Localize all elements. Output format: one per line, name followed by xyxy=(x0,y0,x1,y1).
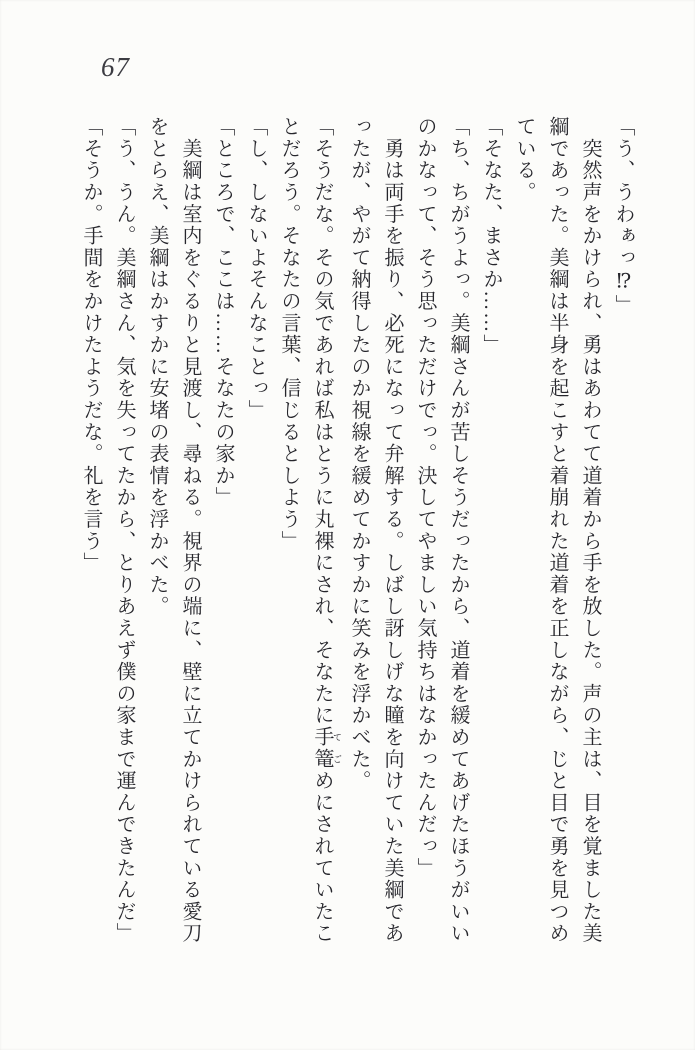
text-column: 「し、しないよそんなことっ」 xyxy=(245,116,267,422)
text-column: のかなって、そう思っただけでっ。決してやましい気持ちはなかったんだっ」 xyxy=(414,116,436,879)
text-column: 「そうか。手間をかけたようだな。礼を言う」 xyxy=(80,116,102,574)
text-column: 「う、うわぁっ⁉」 xyxy=(612,116,634,317)
text-column: とだろう。そなたの言葉、信じるとしよう」 xyxy=(278,116,300,552)
text-column: ったが、やがて納得したのか視線を緩めてかすかに笑みを浮かべた。 xyxy=(348,116,370,792)
text-column: 美綱は室内をぐるりと見渡し、尋ねる。視界の端に、壁に立てかけられている愛刀 xyxy=(179,116,201,945)
text-column: 「そうだな。その気であれば私はとうに丸裸にされ、そなたに手 て篭 ごめにされていたこ xyxy=(311,116,342,945)
text-column: 「う、うん。美綱さん、気を失ってたから、とりあえず僕の家まで運んできたんだ」 xyxy=(113,116,135,945)
text-column: 突然声をかけられ、勇はあわてて道着から手を放した。声の主は、目を覚ました美 xyxy=(579,116,601,945)
text-column: 勇は両手を振り、必死になって弁解する。しばし訝しげな瞳を向けていた美綱であ xyxy=(381,116,403,945)
furigana-ruby: 篭 ご xyxy=(311,748,342,771)
text-column: 「そなた、まさか……」 xyxy=(480,116,502,356)
page-number: 67 xyxy=(101,52,130,82)
furigana-ruby: 手 て xyxy=(311,726,342,749)
text-column: 「ところで、ここは……そなたの家か」 xyxy=(212,116,234,509)
text-column: 綱であった。美綱は半身を起こすと着崩れた道着を正しながら、じと目で勇を見つめ xyxy=(546,116,568,945)
text-column: ている。 xyxy=(513,116,535,204)
text-column: 「ち、ちがうよっ。美綱さんが苦しそうだったから、道着を緩めてあげたほうがいい xyxy=(447,116,469,945)
text-block xyxy=(74,116,639,956)
text-column: をとらえ、美綱はかすかに安堵の表情を浮かべた。 xyxy=(146,116,168,618)
